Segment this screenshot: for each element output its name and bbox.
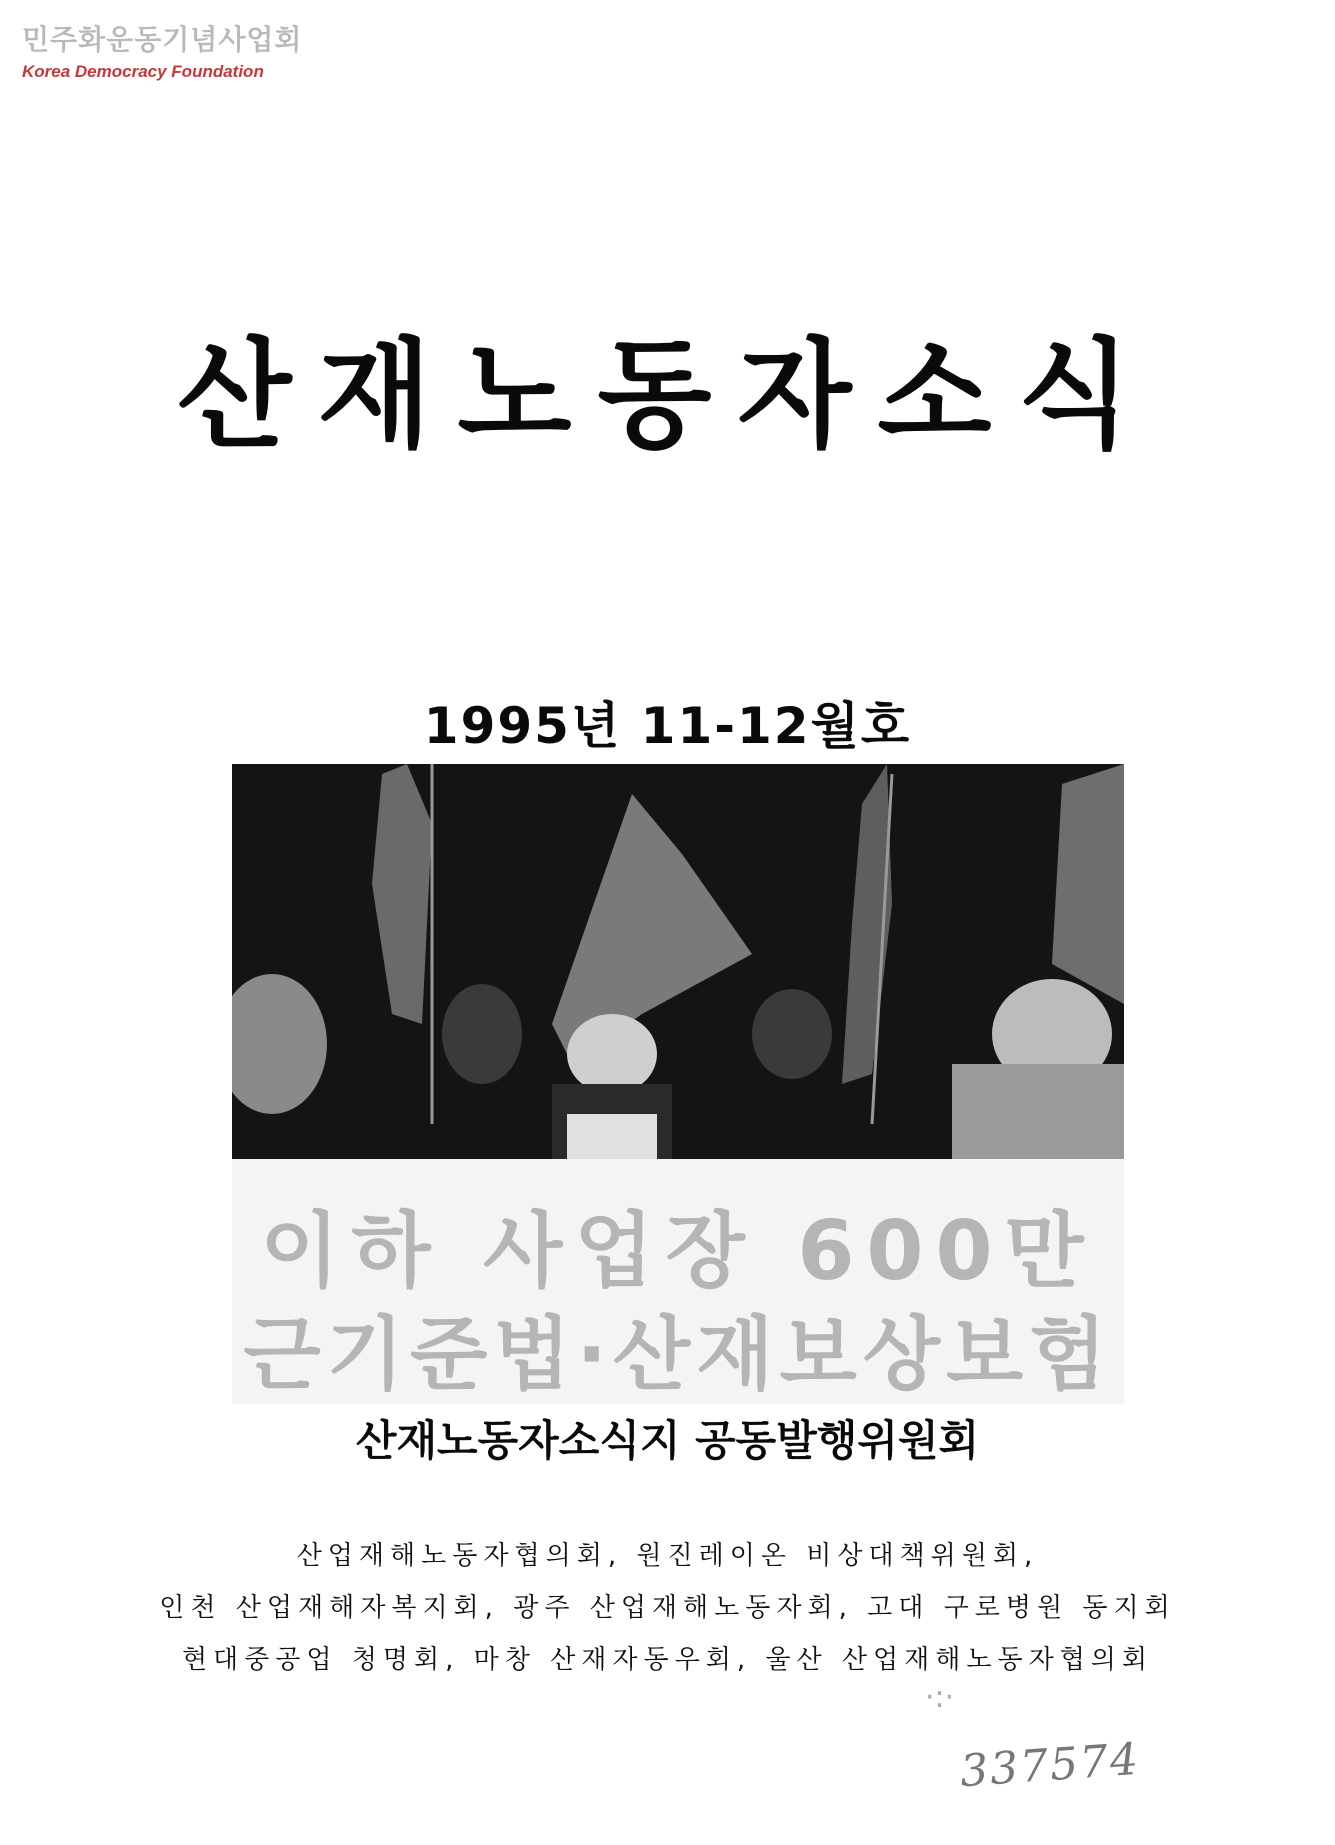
member-line: 인천 산업재해자복지회, 광주 산업재해노동자회, 고대 구로병원 동지회: [159, 1593, 1176, 1623]
member-line: 산업재해노동자협의회, 원진레이온 비상대책위원회,: [296, 1541, 1039, 1571]
publication-title: 산재노동자소식: [177, 326, 1158, 464]
handwritten-mark: ·:·: [925, 1680, 955, 1715]
issue-date: 1995년 11-12월호: [423, 697, 912, 755]
member-organizations: [0, 1530, 1335, 1686]
cover-photo: [232, 764, 1124, 1404]
watermark-english: Korea Democracy Foundation: [22, 62, 264, 81]
publishing-committee: 산재노동자소식지 공동발행위원회: [355, 1416, 980, 1465]
foundation-watermark: [22, 18, 302, 82]
banner-text-line-1: 이하 사업장 600만: [260, 1204, 1096, 1299]
banner-text-line-2: 근기준법·산재보상보험: [243, 1308, 1113, 1401]
watermark-korean: 민주화운동기념사업회: [22, 23, 303, 56]
handwritten-archive-number: 337574: [958, 1733, 1142, 1798]
member-line: 현대중공업 청명회, 마창 산재자동우회, 울산 산업재해노동자협의회: [181, 1645, 1154, 1675]
